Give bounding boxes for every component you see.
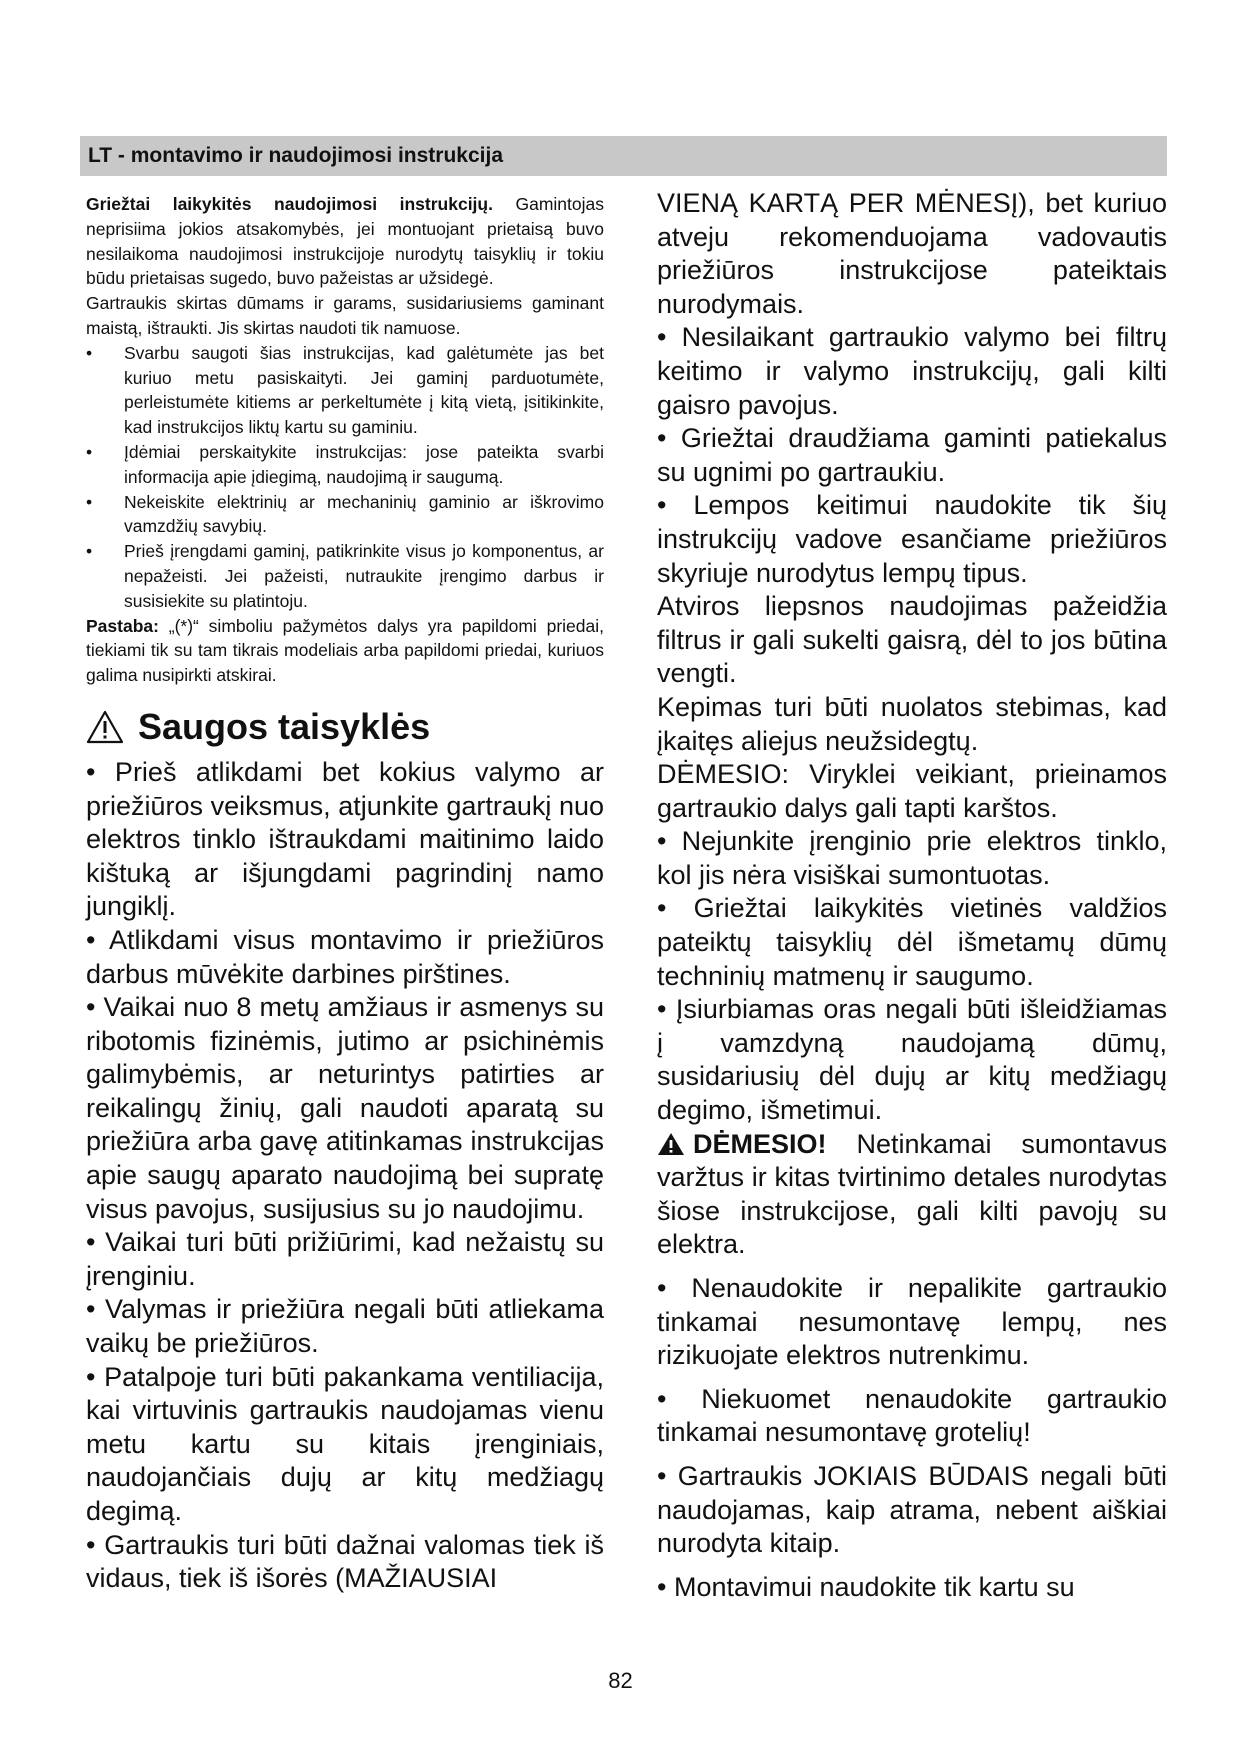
safety-rule: • Prieš atlikdami bet kokius valymo ar priežiūros veiksmus, atjunkite gartraukį nuo elektros tinklo ištraukdami maitinimo laido kištuką ar išjungdami pagrindinį namo jungiklį. [86,756,604,922]
safety-rule: • Vaikai nuo 8 metų amžiaus ir asmenys su ribotomis fizinėmis, jutimo ar psichinėmis galimybėmis, ar neturintys patirties ar reikalingų žinių, gali naudoti aparatą su priežiūra arba gavę atitinkamas instrukcijas apie saugų aparato naudojimą bei supratę visus pavojus, susijusius su jo naudojimu. [86,992,604,1224]
intro-note [86,614,604,688]
safety-rule: Atviros liepsnos naudojimas pažeidžia filtrus ir gali sukelti gaisrą, dėl to jos būtina vengti. [657,591,1167,689]
bullet-marker: • [86,342,93,363]
bullet-marker: • [86,441,93,462]
safety-rule: • Montavimui naudokite tik kartu su [657,1571,1075,1602]
bullet-marker: • [86,491,93,512]
safety-rule: • Gartraukis JOKIAIS BŪDAIS negali būti naudojamas, kaip atrama, nebent aiškiai nurodyta kitaip. [657,1460,1167,1559]
intro-block [86,192,604,688]
warning-triangle-icon [86,710,124,744]
warning-label: DĖMESIO! [693,1128,827,1159]
intro-bullet [86,440,604,490]
right-rules [657,187,1167,1604]
warning-text: Netinkamai sumontavus varžtus ir kitas tvirtinimo detales nurodytas šiose instrukcijose, gali kilti pavojų su elektra. [657,1128,1167,1260]
safety-rule: • Gartraukis turi būti dažnai valomas tiek iš vidaus, tiek iš išorės (MAŽIAUSIAI [86,1529,604,1594]
warning-notice [657,1128,1167,1262]
note-text: „(*)“ simboliu pažymėtos dalys yra papildomi priedai, tiekiami tik su tam tikrais modeliais arba papildomi priedai, kuriuos galima nusipirkti atskirai. [86,615,604,686]
safety-rule: • Lempos keitimui naudokite tik šių instrukcijų vadove esančiame priežiūros skyriuje nurodytus lempų tipus. [657,490,1167,588]
bullet-marker: • [86,541,93,562]
warning-filled-icon [657,1132,685,1156]
safety-rule: • Niekuomet nenaudokite gartraukio tinkamai nesumontavę grotelių! [657,1383,1167,1448]
header-title: LT - montavimo ir naudojimosi instrukcija [88,144,503,167]
safety-rule: • Griežtai laikykitės vietinės valdžios pateiktų taisyklių dėl išmetamų dūmų techninių matmenų ir saugumo. [657,893,1167,991]
intro-purpose: Gartraukis skirtas dūmams ir garams, susidariusiems gaminant maistą, ištraukti. Jis skirtas naudoti tik namuose. [86,293,604,338]
safety-rule: • Nenaudokite ir nepalikite gartraukio tinkamai nesumontavę lempų, nes rizikuojate elektros nutrenkimu. [657,1273,1167,1371]
intro-bullet-text: Įdėmiai perskaitykite instrukcijas: jose pateikta svarbi informacija apie įdiegimą, naudojimą ir saugumą. [124,441,604,487]
safety-rule: • Nesilaikant gartraukio valymo bei filtrų keitimo ir valymo instrukcijų, gali kilti gaisro pavojus. [657,322,1167,420]
safety-rule: • Atlikdami visus montavimo ir priežiūros darbus mūvėkite darbines pirštines. [86,924,604,989]
intro-bullet-list [86,341,604,614]
safety-rule: • Patalpoje turi būti pakankama ventiliacija, kai virtuvinis gartraukis naudojamas vienu metu kartu su kitais įrenginiais, naudojančiais dujų ar kitų medžiagų degimą. [86,1361,604,1526]
intro-bullet-text: Svarbu saugoti šias instrukcijas, kad galėtumėte jas bet kuriuo metu pasiskaityti. Jei gaminį parduotumėte, perleistumėte kitiems ar perkeltumėte į kitą vietą, įsitikinkite, kad instrukcijos liktų kartu su gaminiu. [124,342,604,438]
page-number: 82 [608,1668,633,1693]
intro-bullet-text: Nekeiskite elektrinių ar mechaninių gaminio ar iškrovimo vamzdžių savybių. [124,491,604,537]
safety-rule: • Valymas ir priežiūra negali būti atliekama vaikų be priežiūros. [86,1294,604,1359]
intro-bullet [86,490,604,540]
intro-bullet [86,539,604,613]
safety-rule: DĖMESIO: Viryklei veikiant, prieinamos gartraukio dalys gali tapti karštos. [657,759,1167,823]
note-label: Pastaba: [86,615,159,636]
safety-rule: VIENĄ KARTĄ PER MĖNESĮ), bet kuriuo atveju rekomenduojama vadovautis priežiūros instrukcijose pateiktais nurodymais. [657,188,1167,319]
intro-lead-text: Gamintojas neprisiima jokios atsakomybės, jei montuojant prietaisą buvo nesilaikoma naudojimosi instrukcijoje nurodytų taisyklių ir tokiu būdu prietaisas sugedo, buvo pažeistas ar užsidegė. [86,194,604,289]
intro-bullet-text: Prieš įrengdami gaminį, patikrinkite visus jo komponentus, ar nepažeisti. Jei pažeisti, nutraukite įrengimo darbus ir susisiekite su platintoju. [124,541,604,611]
safety-rule: • Griežtai draudžiama gaminti patiekalus su ugnimi po gartraukiu. [657,423,1167,487]
safety-rule: • Vaikai turi būti prižiūrimi, kad nežaistų su įrenginiu. [86,1227,604,1291]
safety-rule: • Nejunkite įrenginio prie elektros tinklo, kol jis nėra visiškai sumontuotas. [657,826,1167,890]
section-title-text: Saugos taisyklės [138,705,431,747]
safety-rule: Kepimas turi būti nuolatos stebimas, kad įkaitęs aliejus neužsidegtų. [657,691,1167,756]
intro-bullet [86,341,604,440]
safety-rule: • Įsiurbiamas oras negali būti išleidžiamas į vamzdyną naudojamą dūmų, susidariusių dėl dujų ar kitų medžiagų degimo, išmetimui. [657,994,1167,1126]
left-column [86,192,604,1596]
intro-lead [86,192,604,291]
right-column [657,187,1167,1604]
section-header-bar [80,136,1167,176]
safety-section-title [86,706,604,748]
left-rules [86,756,604,1596]
intro-lead-bold: Griežtai laikykitės naudojimosi instrukcijų. [86,194,493,214]
